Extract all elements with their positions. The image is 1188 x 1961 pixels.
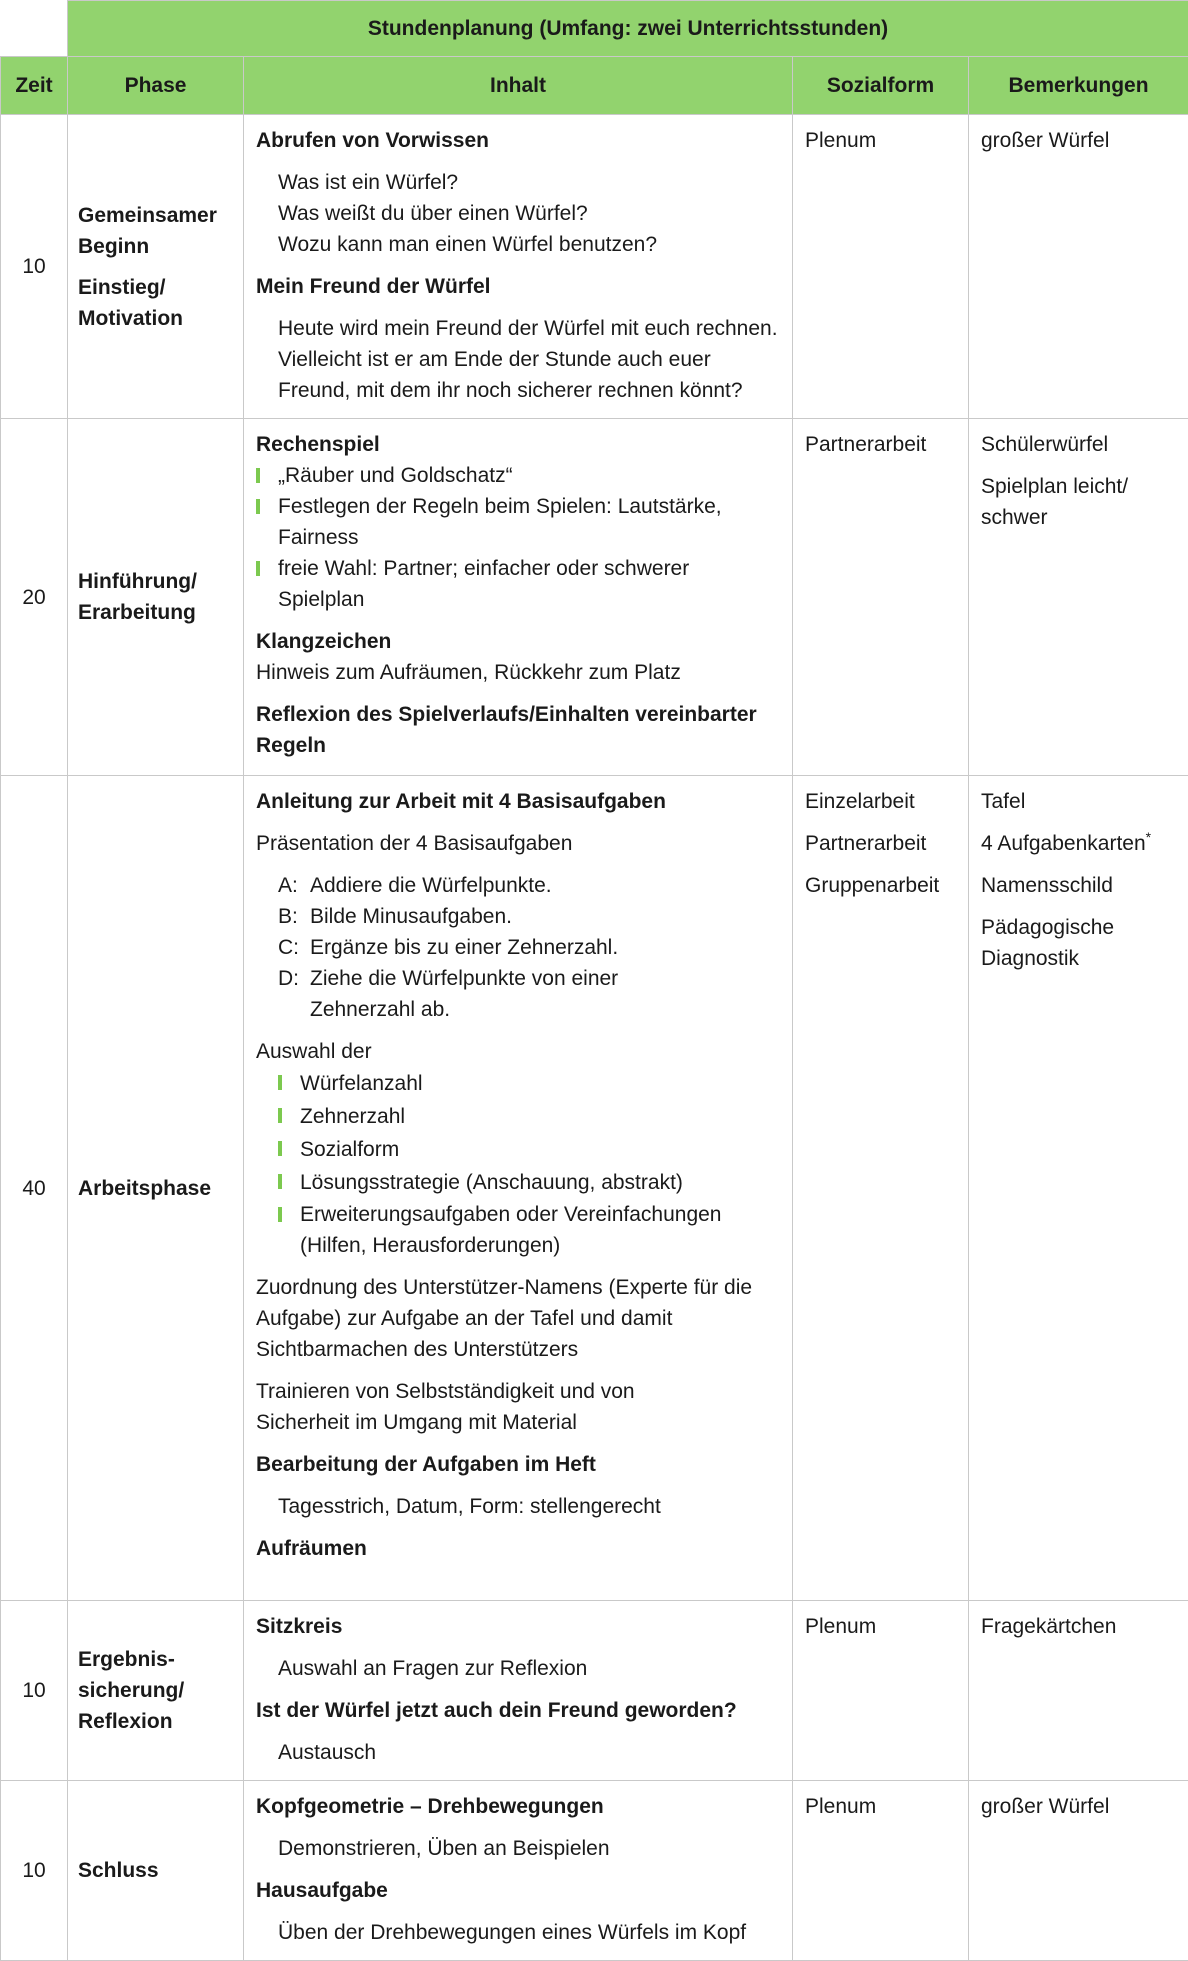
content-text: Was weißt du über einen Würfel?	[256, 198, 780, 229]
content-heading: Ist der Würfel jetzt auch dein Freund geworden?	[256, 1695, 780, 1726]
phase-label: Gemeinsamer Beginn	[78, 200, 233, 262]
content-heading: Klangzeichen	[256, 626, 780, 657]
bemerkung-item: Pädagogische Diagnostik	[981, 912, 1176, 974]
content-text: Zuordnung des Unterstützer-Namens (Experte für die Aufgabe) zur Aufgabe an der Tafel und damit Sichtbarmachen des Unterstützers	[256, 1272, 780, 1365]
content-heading: Hausaufgabe	[256, 1875, 780, 1906]
task-item	[256, 932, 780, 963]
bemerkung-text: 4 Aufgabenkarten	[981, 832, 1146, 855]
title-spacer	[1, 1, 68, 57]
list-item: „Räuber und Goldschatz“	[256, 460, 780, 491]
sozialform-item: Partnerarbeit	[805, 828, 956, 859]
bullet-list	[256, 1067, 780, 1261]
table-row	[1, 115, 1188, 419]
table-title: Stundenplanung (Umfang: zwei Unterrichtsstunden)	[68, 1, 1188, 57]
task-text: Ziehe die Würfelpunkte von einer Zehnerzahl ab.	[310, 963, 630, 1025]
phase-label: Schluss	[78, 1855, 233, 1886]
content-text: Austausch	[256, 1737, 780, 1768]
content-text: Trainieren von Selbstständigkeit und von Sicherheit im Umgang mit Material	[256, 1376, 676, 1438]
content-heading: Abrufen von Vorwissen	[256, 125, 780, 156]
sozialform-item: Plenum	[805, 1791, 956, 1822]
inhalt-cell	[244, 1601, 793, 1781]
task-item	[256, 870, 780, 901]
bemerkungen-cell	[969, 1781, 1188, 1961]
content-text: Auswahl an Fragen zur Reflexion	[256, 1653, 780, 1684]
phase-cell	[68, 1601, 244, 1781]
zeit-cell: 10	[1, 1601, 68, 1781]
zeit-cell: 20	[1, 419, 68, 776]
table-row	[1, 1601, 1188, 1781]
phase-label: Hinführung/ Erarbeitung	[78, 566, 233, 628]
list-item: Erweiterungsaufgaben oder Vereinfachungen (Hilfen, Herausforderungen)	[278, 1199, 780, 1261]
header-row	[1, 57, 1188, 115]
zeit-cell: 10	[1, 1781, 68, 1961]
content-text: Tagesstrich, Datum, Form: stellengerecht	[256, 1491, 780, 1522]
phase-label: Einstieg/ Motivation	[78, 272, 233, 334]
sozialform-cell	[793, 115, 969, 419]
sozialform-cell	[793, 1781, 969, 1961]
header-zeit: Zeit	[1, 57, 68, 115]
bemerkungen-cell	[969, 419, 1188, 776]
table-row	[1, 776, 1188, 1601]
bemerkung-item: Fragekärtchen	[981, 1611, 1176, 1642]
inhalt-cell	[244, 115, 793, 419]
phase-label: Ergebnis-sicherung/ Reflexion	[78, 1644, 198, 1737]
sozialform-item: Partnerarbeit	[805, 429, 956, 460]
sozialform-item: Einzelarbeit	[805, 786, 956, 817]
task-letter: D:	[278, 963, 310, 1025]
content-heading: Anleitung zur Arbeit mit 4 Basisaufgaben	[256, 786, 780, 817]
sozialform-item: Plenum	[805, 125, 956, 156]
inhalt-cell	[244, 776, 793, 1601]
task-letter: A:	[278, 870, 310, 901]
bemerkung-item: Namensschild	[981, 870, 1176, 901]
task-item	[256, 901, 780, 932]
title-row	[1, 1, 1188, 57]
list-item: Zehnerzahl	[278, 1100, 780, 1133]
content-text: Demonstrieren, Üben an Beispielen	[256, 1833, 780, 1864]
content-heading: Rechenspiel	[256, 429, 780, 460]
sozialform-cell	[793, 1601, 969, 1781]
content-text: Hinweis zum Aufräumen, Rückkehr zum Platz	[256, 657, 780, 688]
content-heading: Mein Freund der Würfel	[256, 271, 780, 302]
list-item: Lösungsstrategie (Anschauung, abstrakt)	[278, 1166, 780, 1199]
bemerkungen-cell	[969, 115, 1188, 419]
bemerkung-item: großer Würfel	[981, 1791, 1176, 1822]
task-item	[256, 963, 780, 1025]
sozialform-item: Plenum	[805, 1611, 956, 1642]
phase-label: Arbeitsphase	[78, 1173, 233, 1204]
content-text: Üben der Drehbewegungen eines Würfels im Kopf	[256, 1917, 780, 1948]
task-text: Ergänze bis zu einer Zehnerzahl.	[310, 932, 618, 963]
footnote-mark: *	[1146, 829, 1151, 845]
sozialform-cell	[793, 776, 969, 1601]
bemerkung-item: Schülerwürfel	[981, 429, 1176, 460]
zeit-cell: 10	[1, 115, 68, 419]
phase-cell	[68, 776, 244, 1601]
content-text: Wozu kann man einen Würfel benutzen?	[256, 229, 780, 260]
bemerkung-item: großer Würfel	[981, 125, 1176, 156]
content-heading: Aufräumen	[256, 1533, 780, 1564]
task-text: Addiere die Würfelpunkte.	[310, 870, 552, 901]
sozialform-item: Gruppenarbeit	[805, 870, 956, 901]
content-heading: Reflexion des Spielverlaufs/Einhalten vereinbarter Regeln	[256, 699, 780, 761]
task-letter: B:	[278, 901, 310, 932]
content-text: Heute wird mein Freund der Würfel mit euch rechnen. Vielleicht ist er am Ende der Stunde auch euer Freund, mit dem ihr noch sicherer rechnen könnt?	[256, 313, 780, 406]
list-item: Festlegen der Regeln beim Spielen: Lautstärke, Fairness	[256, 491, 780, 553]
table-row	[1, 419, 1188, 776]
zeit-cell: 40	[1, 776, 68, 1601]
content-text: Was ist ein Würfel?	[256, 167, 780, 198]
bemerkung-item	[981, 828, 1176, 859]
phase-cell	[68, 419, 244, 776]
content-text: Präsentation der 4 Basisaufgaben	[256, 828, 780, 859]
content-heading: Kopfgeometrie – Drehbewegungen	[256, 1791, 780, 1822]
header-bemerkungen: Bemerkungen	[969, 57, 1188, 115]
bemerkungen-cell	[969, 776, 1188, 1601]
task-letter: C:	[278, 932, 310, 963]
inhalt-cell	[244, 1781, 793, 1961]
phase-cell	[68, 115, 244, 419]
content-heading: Bearbeitung der Aufgaben im Heft	[256, 1449, 780, 1480]
content-heading: Sitzkreis	[256, 1611, 780, 1642]
list-item: Würfelanzahl	[278, 1067, 780, 1100]
bemerkung-item: Tafel	[981, 786, 1176, 817]
task-text: Bilde Minusaufgaben.	[310, 901, 512, 932]
sozialform-cell	[793, 419, 969, 776]
bemerkungen-cell	[969, 1601, 1188, 1781]
inhalt-cell	[244, 419, 793, 776]
header-sozialform: Sozialform	[793, 57, 969, 115]
header-inhalt: Inhalt	[244, 57, 793, 115]
content-text: Auswahl der	[256, 1036, 780, 1067]
list-item: freie Wahl: Partner; einfacher oder schwerer Spielplan	[256, 553, 780, 615]
list-item: Sozialform	[278, 1133, 780, 1166]
header-phase: Phase	[68, 57, 244, 115]
bullet-list	[256, 460, 780, 615]
table-row	[1, 1781, 1188, 1961]
phase-cell	[68, 1781, 244, 1961]
bemerkung-item: Spielplan leicht/ schwer	[981, 471, 1176, 533]
